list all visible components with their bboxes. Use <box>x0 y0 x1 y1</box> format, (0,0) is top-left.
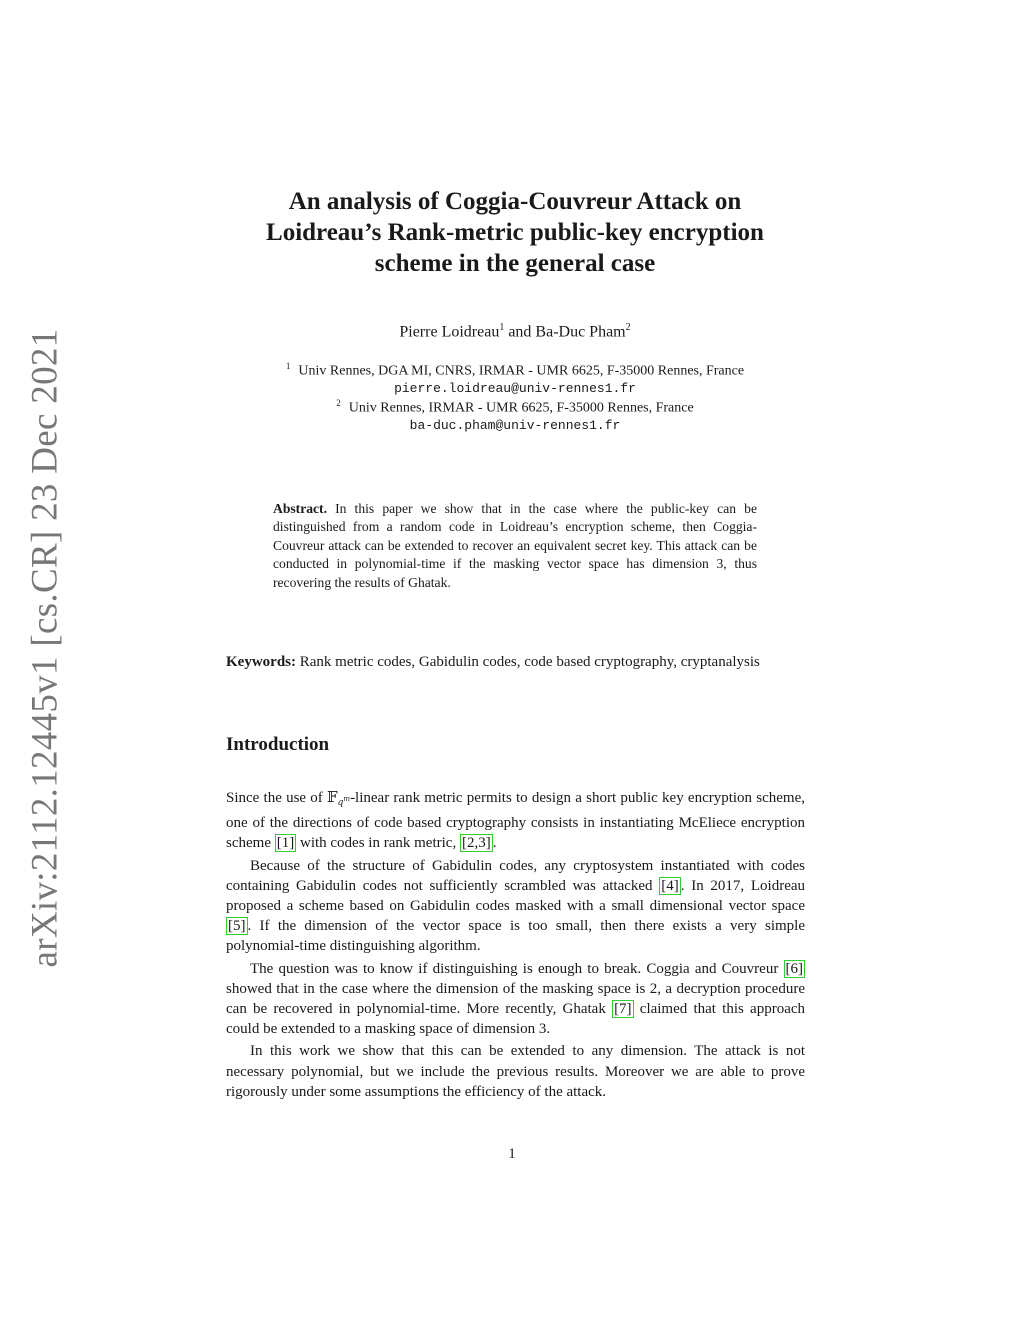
field-sub-q: q <box>337 798 344 808</box>
affiliation-2-text: Univ Rennes, IRMAR - UMR 6625, F-35000 Rennes, France <box>348 400 694 416</box>
citation-link[interactable]: [7] <box>614 1001 632 1018</box>
section-title-introduction: Introduction <box>226 734 330 755</box>
p1-text-a: Since the use of <box>226 790 323 806</box>
affiliation-2-mark: 2 <box>336 398 341 408</box>
author-1: Pierre Loidreau <box>399 323 500 341</box>
finite-field-symbol <box>327 788 350 806</box>
p2-text-c: . If the dimension of the vector space is too small, then there exists a very simple polynomial-time distinguishing algorithm. <box>226 918 805 955</box>
p3-text-c: claimed that this approach could be extended to a masking space of dimension 3. <box>226 1001 806 1038</box>
p2-text-b: . In 2017, Loidreau proposed a scheme based on Gabidulin codes masked with a small dimensional vector space <box>226 877 806 915</box>
author-2-affil-mark: 2 <box>625 322 631 333</box>
p1-text-b: -linear rank metric permits to design a short public key encryption scheme, one of the directions of code based cryptography consists in instantiating McEliece encryption scheme <box>226 790 805 852</box>
affiliation-1-text: Univ Rennes, DGA MI, CNRS, IRMAR - UMR 6625, F-35000 Rennes, France <box>298 363 745 379</box>
intro-paragraph-4 <box>226 1041 805 1102</box>
affiliation-1 <box>200 361 830 380</box>
field-letter: 𝔽 <box>327 788 338 806</box>
citation-link[interactable]: [6] <box>785 960 804 977</box>
affiliation-1-mark: 1 <box>285 361 291 371</box>
p1-text-c: with codes in rank metric, <box>299 835 457 852</box>
paper-title <box>200 186 830 279</box>
citation-link[interactable]: [4] <box>661 877 679 894</box>
p3-text-a: The question was to know if distinguishing is enough to break. Coggia and Couvreur <box>250 960 779 977</box>
citation-link[interactable]: [5] <box>228 918 246 935</box>
title-line-2: Loidreau’s Rank-metric public-key encryption <box>266 219 764 246</box>
title-line-1: An analysis of Coggia-Couvreur Attack on <box>288 188 742 215</box>
keywords <box>226 652 805 673</box>
p4-text: In this work we show that this can be extended to any dimension. The attack is not necessary polynomial, but we include the previous results. Moreover we are able to prove rigorously under some assumptions the efficiency of the attack. <box>226 1043 805 1100</box>
intro-paragraph-3 <box>226 959 805 1040</box>
author-1-affil-mark: 1 <box>499 322 505 333</box>
author-conjunction: and <box>508 323 532 341</box>
author-2: Ba-Duc Pham <box>535 323 626 341</box>
abstract-label: Abstract. <box>273 501 327 516</box>
field-sub-m: m <box>343 795 351 803</box>
p1-text-d: . <box>492 835 497 852</box>
abstract <box>273 500 757 592</box>
affiliation-2 <box>200 398 830 417</box>
introduction-body <box>226 787 805 1104</box>
keywords-label: Keywords: <box>226 654 296 670</box>
citation-link[interactable]: [2,3] <box>461 835 491 852</box>
abstract-text: In this paper we show that in the case where the public-key can be distinguished from a random code in Loidreau’s encryption scheme, then Coggia-Couvreur attack can be extended to recover an equivalent secret key. This attack can be conducted in polynomial-time if the masking vector space has dimension 3, thus recovering the results of Ghatak. <box>273 501 757 590</box>
citation-link[interactable]: [1] <box>276 835 295 852</box>
title-line-3: scheme in the general case <box>374 250 656 277</box>
email-1: pierre.loidreau@univ-rennes1.fr <box>394 381 636 396</box>
keywords-text: Rank metric codes, Gabidulin codes, code based cryptography, cryptanalysis <box>299 654 760 670</box>
p3-text-b: showed that in the case where the dimension of the masking space is 2, a decryption procedure can be recovered in polynomial-time. More recently, Ghatak <box>226 980 805 1018</box>
author-list <box>200 322 830 341</box>
arxiv-identifier-stamp: arXiv:2112.12445v1 [cs.CR] 23 Dec 2021 <box>24 328 66 968</box>
email-2: ba-duc.pham@univ-rennes1.fr <box>409 418 621 433</box>
intro-paragraph-1 <box>226 787 805 854</box>
intro-paragraph-2 <box>226 856 805 957</box>
page-number: 1 <box>508 1146 516 1162</box>
p2-text-a: Because of the structure of Gabidulin codes, any cryptosystem instantiated with codes containing Gabidulin codes not sufficiently scrambled was attacked <box>226 857 805 894</box>
